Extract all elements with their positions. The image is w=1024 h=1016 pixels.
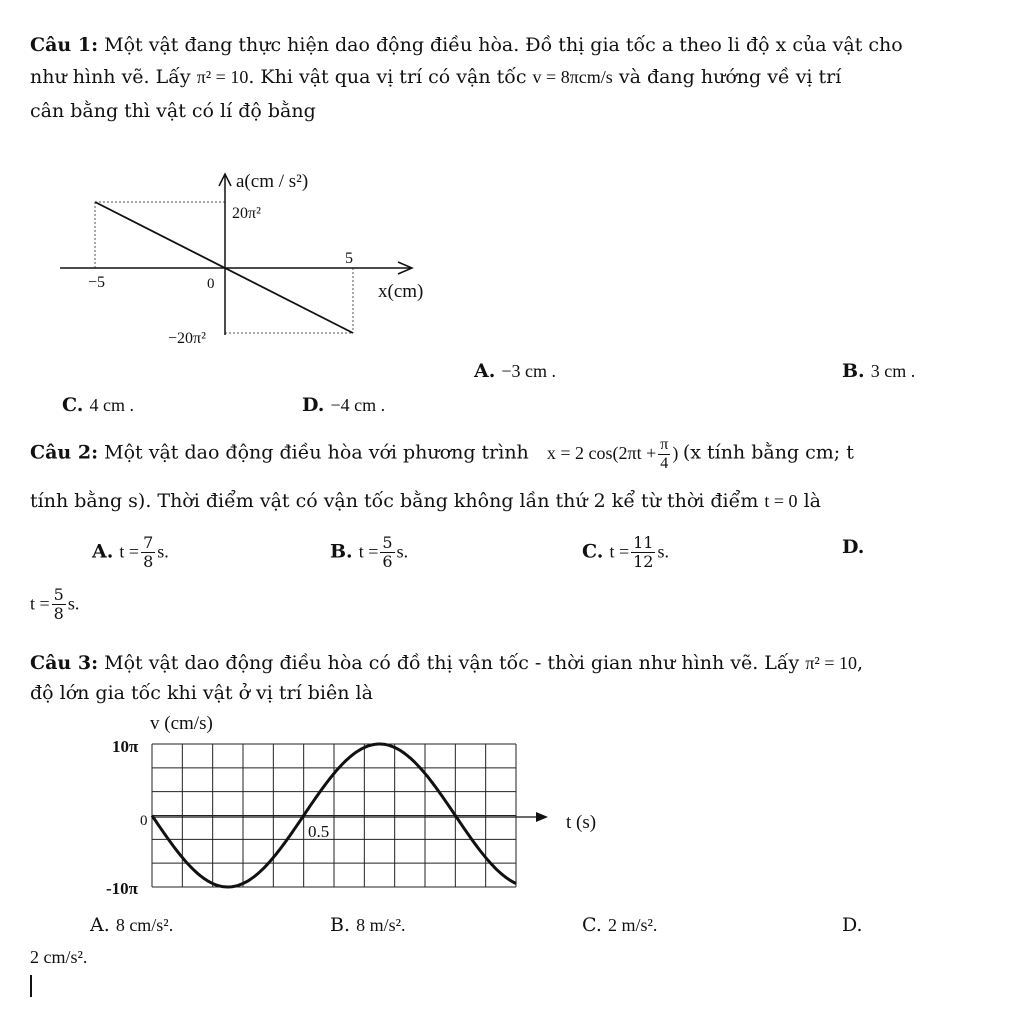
q2-option-a-pre: t = [119, 541, 140, 562]
q2-option-d-letter: D. [842, 536, 865, 558]
q3-option-c-text: 2 m/s². [607, 915, 658, 935]
q2-option-a[interactable] [92, 534, 169, 571]
q1-option-a-letter: A. [474, 360, 496, 382]
q1-line-1 [30, 32, 903, 58]
q1-y-top-label: 20π² [232, 205, 261, 222]
q2-option-a-den: 8 [143, 552, 154, 571]
q3-y-top-label: 10π [112, 737, 139, 756]
q1-option-c-text: 4 cm . [89, 395, 134, 415]
q3-option-d[interactable] [30, 944, 87, 970]
q2-option-a-num: 7 [143, 533, 154, 552]
q2-option-c-den: 12 [633, 552, 654, 571]
q3-line-1 [30, 650, 863, 676]
q1-x-left-label: −5 [88, 274, 106, 291]
q2-option-c-num: 11 [633, 533, 654, 552]
q1-x-right-label: 5 [345, 250, 353, 267]
text-cursor [30, 975, 32, 997]
q2-option-c-letter: C. [582, 540, 604, 563]
q1-option-b[interactable] [842, 358, 915, 384]
q3-grid [152, 744, 516, 887]
q2-text-1b: (x tính bằng cm; t [682, 441, 854, 464]
q3-label: Câu 3: [30, 652, 99, 674]
q2-label: Câu 2: [30, 441, 99, 464]
q2-option-b-fraction [380, 534, 394, 571]
q2-t-zero: t = 0 [764, 491, 798, 511]
q2-text-2c: là [803, 490, 821, 512]
q1-velocity: v = 8πcm/s [532, 67, 613, 87]
q3-option-b[interactable] [330, 912, 405, 938]
q2-text-2a: tính bằng s). Thời điểm vật có vận tốc bằng không lần thứ 2 kể từ thời điểm [30, 490, 759, 512]
q3-option-d-text: 2 cm/s². [30, 947, 88, 967]
q1-pi-squared: π² = 10 [196, 67, 249, 87]
q2-line-1 [30, 436, 854, 473]
q1-y-bottom-label: −20π² [168, 330, 206, 347]
q2-option-a-unit: s. [157, 541, 169, 562]
q2-option-d-den: 8 [53, 604, 64, 623]
q3-option-a-letter: A. [90, 914, 110, 936]
q2-option-d-letter-wrap[interactable] [842, 534, 864, 560]
q2-option-c-unit: s. [657, 541, 669, 562]
q2-eq-num: π [660, 436, 669, 453]
q2-eq-den: 4 [660, 455, 669, 472]
q1-y-axis-label: a(cm / s²) [236, 171, 309, 192]
q3-option-c-letter: C. [582, 914, 602, 936]
q3-option-b-text: 8 m/s². [356, 915, 406, 935]
q2-option-a-letter: A. [92, 540, 114, 563]
q2-option-b[interactable] [330, 534, 408, 571]
q3-tick-label: 0.5 [308, 822, 330, 841]
q3-option-d-letter-wrap[interactable] [842, 912, 863, 938]
q2-option-b-letter: B. [330, 540, 353, 563]
q2-option-d-fraction [52, 586, 66, 623]
q2-option-d-pre: t = [30, 593, 50, 614]
q3-t-arrow [536, 812, 548, 822]
q1-line-3: cân bằng thì vật có lí độ bằng [30, 100, 316, 122]
q1-option-d[interactable] [302, 392, 385, 418]
q2-option-a-fraction [141, 534, 155, 571]
q3-option-b-letter: B. [330, 914, 351, 936]
q3-pi-squared: π² = 10 [805, 653, 857, 673]
q1-line-2 [30, 64, 841, 90]
q1-option-a[interactable] [474, 358, 556, 384]
q3-text-1a: Một vật dao động điều hòa có đồ thị vận tốc - thời gian như hình vẽ. Lấy [104, 652, 800, 674]
q1-option-b-text: 3 cm . [870, 361, 916, 381]
q3-option-a[interactable] [90, 912, 173, 938]
q1-option-d-text: −4 cm . [330, 395, 386, 415]
q1-graph [40, 160, 470, 360]
q2-option-d-unit: s. [67, 593, 80, 614]
q2-option-c[interactable] [582, 534, 669, 571]
q2-option-d[interactable] [30, 586, 79, 623]
q2-equation [546, 436, 683, 472]
q3-option-d-letter: D. [842, 914, 863, 936]
q3-option-a-text: 8 cm/s². [115, 915, 174, 935]
q3-y-bottom-label: -10π [106, 879, 138, 898]
q3-zero-label: 0 [140, 813, 148, 829]
q1-option-a-text: −3 cm . [501, 361, 557, 381]
q2-option-b-pre: t = [358, 541, 379, 562]
q3-y-axis-label: v (cm/s) [150, 713, 213, 734]
q1-option-c[interactable] [62, 392, 134, 418]
q1-x-axis-label: x(cm) [378, 281, 424, 302]
q2-eq-fraction [658, 436, 670, 473]
q3-x-axis-label: t (s) [566, 812, 597, 833]
q1-text-2e: và đang hướng về vị trí [618, 66, 842, 88]
q2-text-1a: Một vật dao động điều hòa với phương trình [104, 441, 529, 464]
q1-origin-label: 0 [207, 276, 215, 292]
q1-label: Câu 1: [30, 34, 99, 56]
q1-option-d-letter: D. [302, 394, 325, 416]
q2-line-2 [30, 488, 821, 514]
q2-eq-b: ) [672, 442, 679, 463]
q2-option-d-num: 5 [53, 585, 64, 604]
q2-option-b-den: 6 [382, 552, 393, 571]
q1-text-2c: . Khi vật qua vị trí có vận tốc [248, 66, 527, 88]
q3-line-2: độ lớn gia tốc khi vật ở vị trí biên là [30, 682, 373, 704]
q2-option-b-unit: s. [396, 541, 409, 562]
q2-option-b-num: 5 [382, 533, 393, 552]
q3-option-c[interactable] [582, 912, 657, 938]
q1-option-c-letter: C. [62, 394, 84, 416]
q3-text-1c: , [856, 652, 864, 674]
q1-text-2a: như hình vẽ. Lấy [30, 66, 191, 88]
q1-option-b-letter: B. [842, 360, 865, 382]
q1-text-1: Một vật đang thực hiện dao động điều hòa. Đồ thị gia tốc a theo li độ x của vật cho [104, 34, 903, 56]
q2-option-c-fraction [631, 534, 655, 571]
q2-eq-a: x = 2 cos(2πt + [546, 442, 657, 463]
q2-option-c-pre: t = [609, 541, 630, 562]
q3-graph [90, 706, 630, 906]
